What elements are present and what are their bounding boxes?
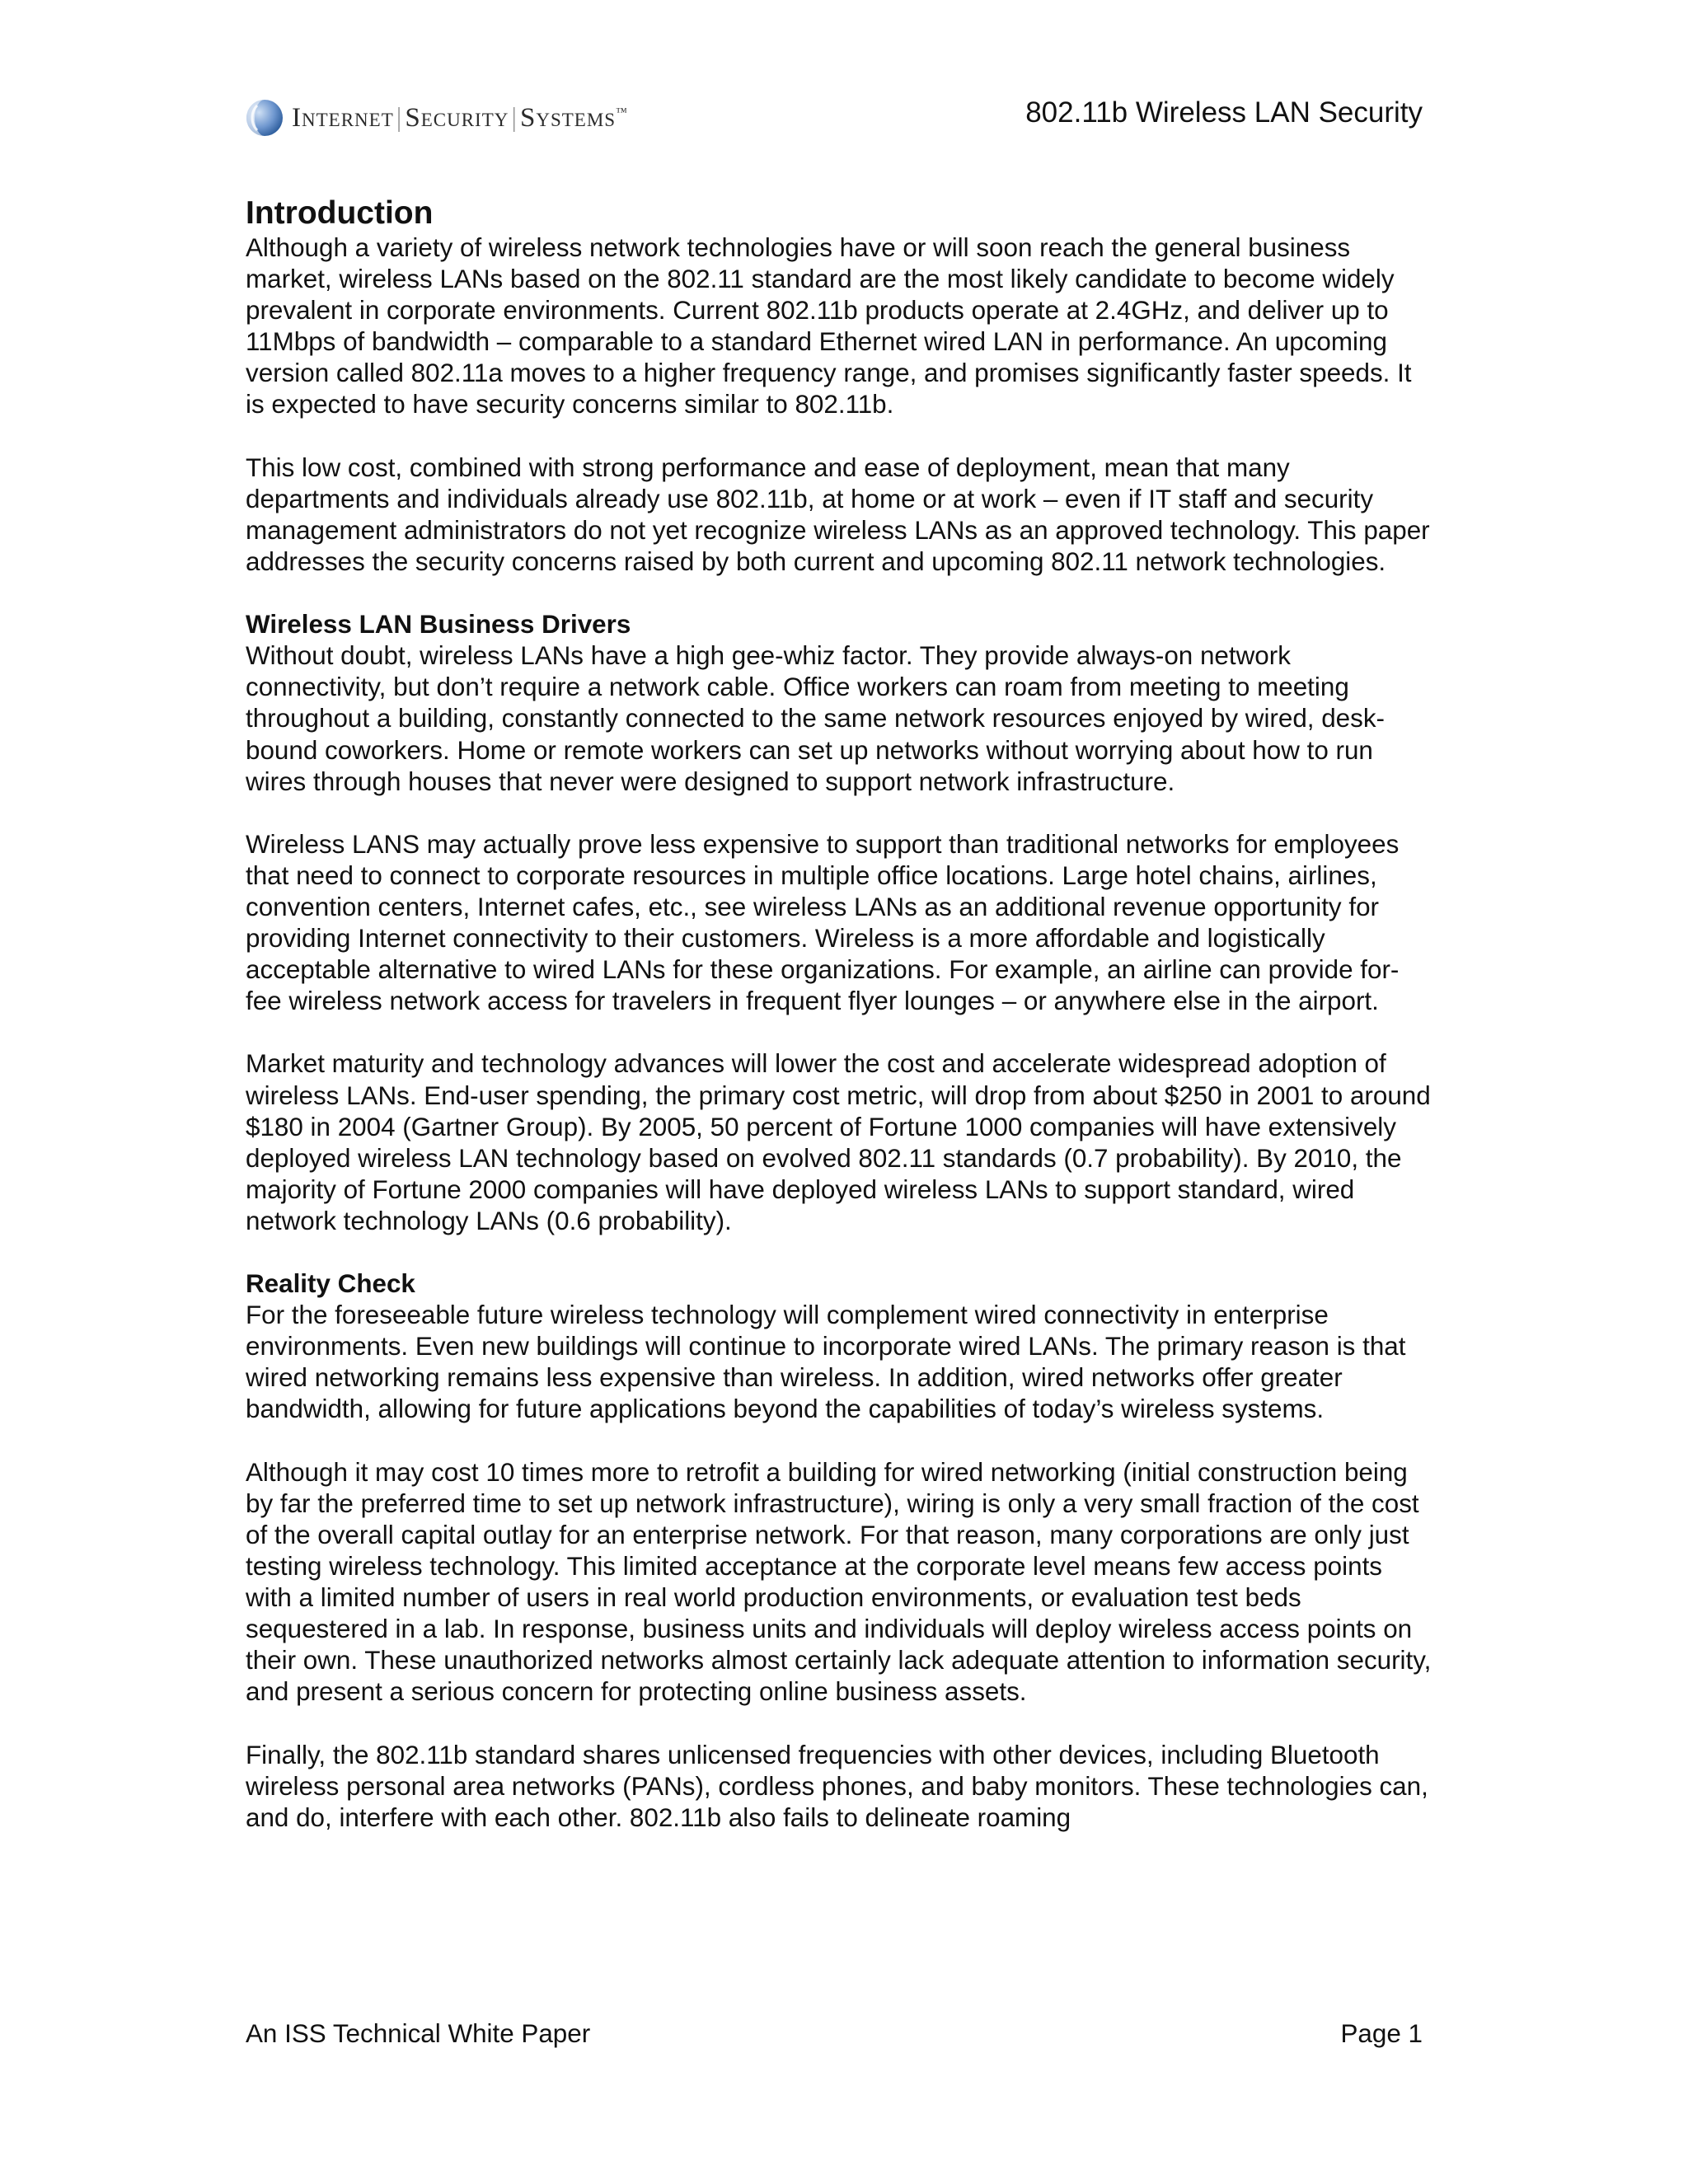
logo-separator: |: [396, 102, 403, 133]
company-logo: [246, 97, 628, 138]
footer-publication-label: An ISS Technical White Paper: [246, 2019, 591, 2048]
paragraph: Wireless LANS may actually prove less expensive to support than traditional networks for employees that need to connect to corporate resources in multiple office locations. Large hotel chains, airlines, convention centers, Internet cafes, etc., see wireless LANs as an additional revenue opportunity for providing Internet connectivity to their customers. Wireless is a more affordable and logistically acceptable alternative to wired LANs for these organizations. For example, an airline can provide for-fee wireless network access for travelers in frequent flyer lounges – or anywhere else in the airport.: [246, 829, 1400, 1016]
page-header: [246, 93, 1423, 143]
paragraph: Without doubt, wireless LANs have a high gee-whiz factor. They provide always-on network connectivity, but don’t require a network cable. Office workers can roam from meeting to meeting throughout a building, constantly connected to the same network resources enjoyed by wired, desk-bound coworkers. Home or remote workers can set up networks without worrying about how to run wires through houses that never were designed to support network infrastructure.: [246, 641, 1385, 796]
subsection-heading-business-drivers: Wireless LAN Business Drivers: [246, 610, 631, 640]
logo-separator: |: [511, 102, 518, 133]
paragraph: Although it may cost 10 times more to retrofit a building for wired networking (initial construction being by far the preferred time to set up network infrastructure), wiring is only a very small fraction of the cost of the overall capital outlay for an enterprise network. For that reason, many corporations are only just testing wireless technology. This limited acceptance at the corporate level means few access points with a limited number of users in real world production environments, or evaluation test beds sequestered in a lab. In response, business units and individuals will deploy wireless access points on their own. These unauthorized networks almost certainly lack adequate attention to information security, and present a serious concern for protecting online business assets.: [246, 1457, 1432, 1707]
logo-wordmark: [292, 103, 628, 134]
page-footer: [246, 2019, 1423, 2052]
section-heading-introduction: Introduction: [246, 195, 434, 231]
paragraph: Finally, the 802.11b standard shares unlicensed frequencies with other devices, including Bluetooth wireless personal area networks (PANs), cordless phones, and baby monitors. These technologies can, and do, interfere with each other. 802.11b also fails to delineate roaming: [246, 1740, 1428, 1832]
globe-logo-icon: [246, 99, 284, 137]
document-title: 802.11b Wireless LAN Security: [1025, 96, 1423, 129]
logo-word-systems: Systems: [519, 102, 617, 133]
page-number: Page 1: [1340, 2019, 1423, 2048]
paragraph: Although a variety of wireless network technologies have or will soon reach the general business market, wireless LANs based on the 802.11 standard are the most likely candidate to become widely prevalent in corporate environments. Current 802.11b products operate at 2.4GHz, and deliver up to 11Mbps of bandwidth – comparable to a standard Ethernet wired LAN in performance. An upcoming version called 802.11a moves to a higher frequency range, and promises significantly faster speeds. It is expected to have security concerns similar to 802.11b.: [246, 233, 1412, 419]
paragraph: Market maturity and technology advances will lower the cost and accelerate widespread adoption of wireless LANs. End-user spending, the primary cost metric, will drop from about $250 in 2001 to around $180 in 2004 (Gartner Group). By 2005, 50 percent of Fortune 1000 companies will have extensively deployed wireless LAN technology based on evolved 802.11 standards (0.7 probability). By 2010, the majority of Fortune 2000 companies will have deployed wireless LANs to support standard, wired network technology LANs (0.6 probability).: [246, 1049, 1431, 1235]
logo-word-internet: Internet: [292, 102, 394, 133]
subsection-heading-reality-check: Reality Check: [246, 1269, 415, 1299]
paragraph: For the foreseeable future wireless technology will complement wired connectivity in enterprise environments. Even new buildings will continue to incorporate wired LANs. The primary reason is that wired networking remains less expensive than wireless. In addition, wired networks offer greater bandwidth, allowing for future applications beyond the capabilities of today’s wireless systems.: [246, 1301, 1406, 1424]
document-body: [246, 194, 1432, 1865]
logo-word-security: Security: [405, 102, 509, 133]
trademark-symbol: ™: [616, 105, 628, 119]
paragraph: This low cost, combined with strong performance and ease of deployment, mean that many departments and individuals already use 802.11b, at home or at work – even if IT staff and security management administrators do not yet recognize wireless LANs as an approved technology. This paper addresses the security concerns raised by both current and upcoming 802.11 network technologies.: [246, 452, 1430, 576]
